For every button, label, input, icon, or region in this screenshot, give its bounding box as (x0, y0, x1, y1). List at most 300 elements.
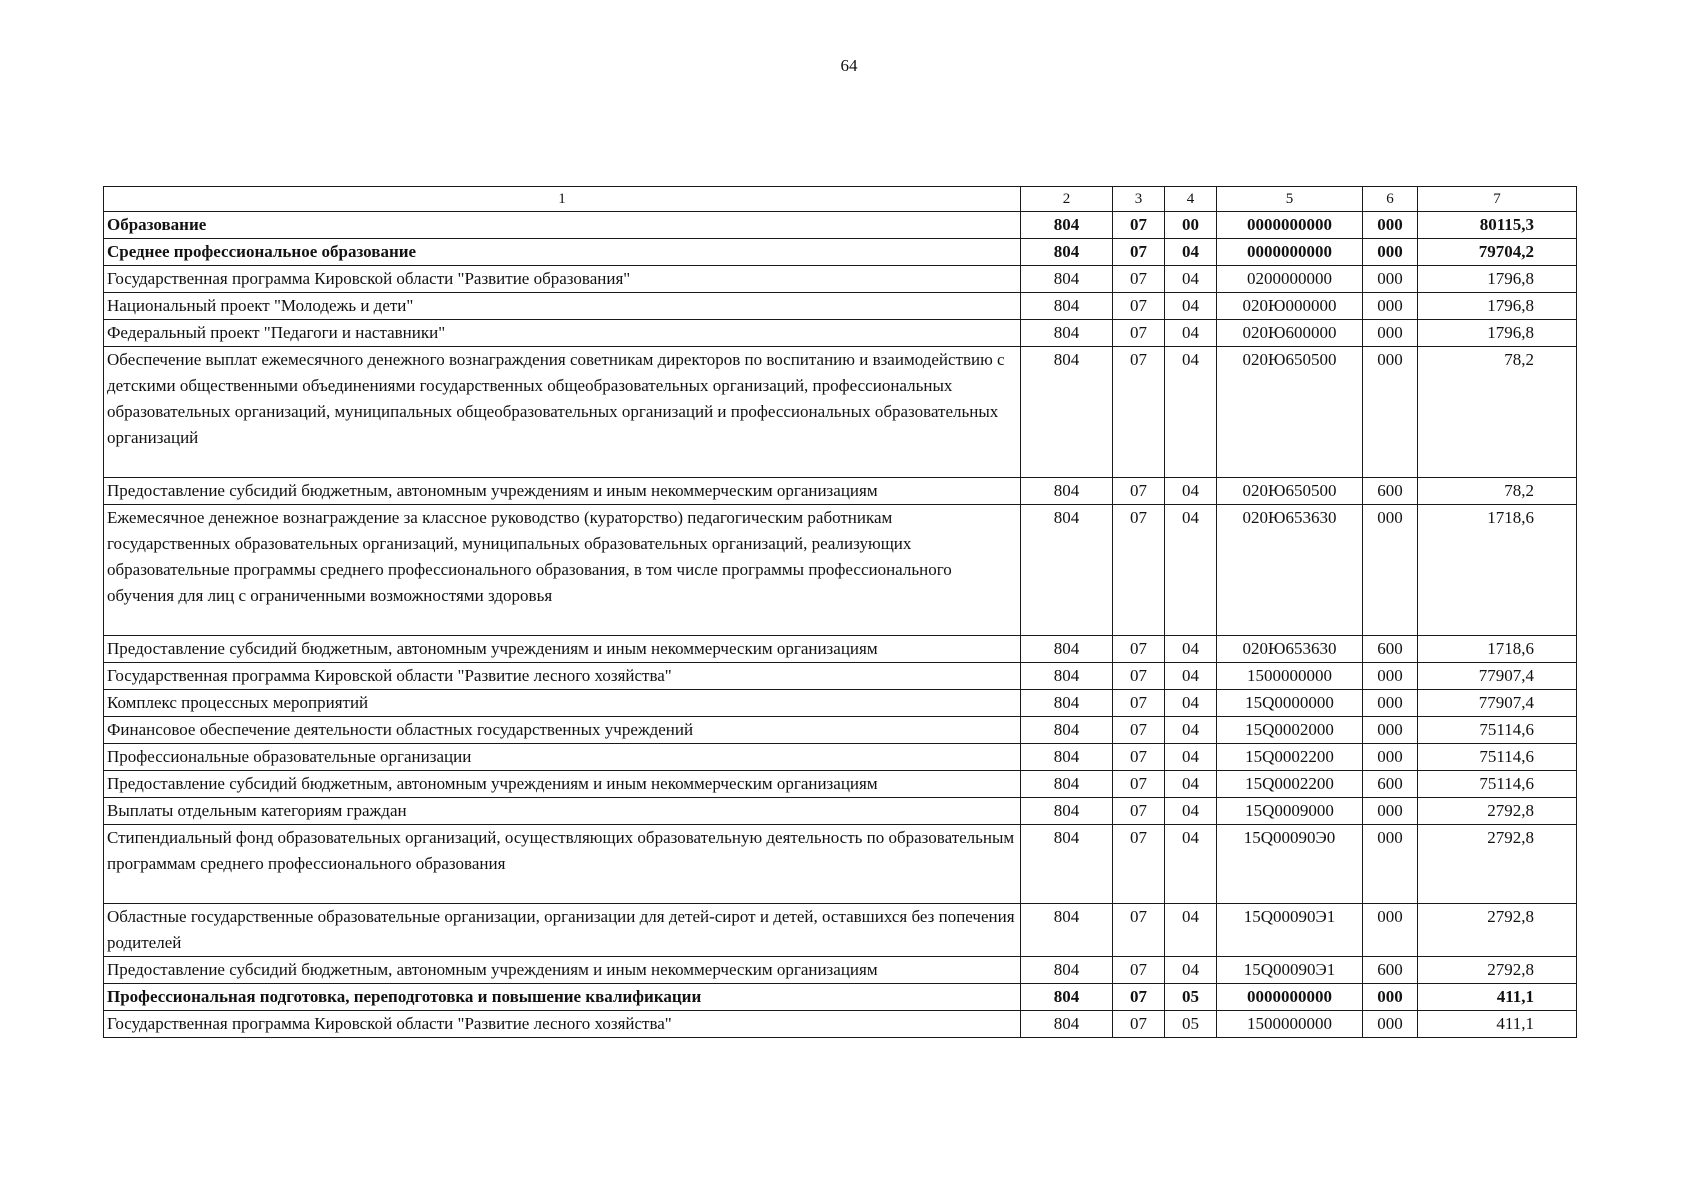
row-code-4 (1165, 212, 1217, 239)
row-code-2-text: 804 (1053, 747, 1080, 766)
row-code-5 (1217, 293, 1363, 320)
row-code-5-text: 020Ю653630 (1242, 639, 1337, 658)
row-name (104, 957, 1021, 984)
row-code-2 (1021, 478, 1113, 505)
row-code-6 (1363, 320, 1418, 347)
row-code-2 (1021, 505, 1113, 636)
row-code-6-text: 000 (1377, 801, 1403, 820)
row-name-text: Ежемесячное денежное вознаграждение за классное руководство (кураторство) педагогическим работникам государственных образовательных организаций, муниципальных образовательных организаций, реализующих образовательные программы среднего профессионального образования, в том числе программы профессионального обучения для лиц с ограниченными возможностями здоровья (107, 508, 952, 605)
row-spacer (107, 609, 1017, 635)
row-code-4-text: 04 (1182, 801, 1199, 820)
table-row (104, 798, 1577, 825)
row-name-text: Комплекс процессных мероприятий (107, 693, 369, 712)
row-code-4 (1165, 347, 1217, 478)
table-header-row (104, 187, 1577, 212)
row-amount-text: 2792,8 (1487, 960, 1534, 979)
row-code-5 (1217, 717, 1363, 744)
row-code-3 (1113, 505, 1165, 636)
row-name-text: Образование (107, 215, 207, 234)
row-code-5 (1217, 320, 1363, 347)
row-code-5-text: 0000000000 (1247, 215, 1332, 234)
row-code-5-text: 15Q0002200 (1245, 747, 1334, 766)
page-number: 64 (840, 56, 858, 75)
row-code-2-text: 804 (1053, 1014, 1080, 1033)
row-code-3-text: 07 (1130, 828, 1147, 847)
row-code-3 (1113, 825, 1165, 904)
row-name (104, 744, 1021, 771)
table-row (104, 744, 1577, 771)
table-row (104, 663, 1577, 690)
row-code-6-text: 000 (1377, 747, 1403, 766)
row-code-4-text: 04 (1182, 693, 1199, 712)
row-code-6 (1363, 984, 1418, 1011)
row-code-4 (1165, 690, 1217, 717)
row-code-4 (1165, 984, 1217, 1011)
row-code-6 (1363, 266, 1418, 293)
row-code-6 (1363, 212, 1418, 239)
row-name (104, 798, 1021, 825)
header-cell-1: 1 (104, 187, 1021, 212)
row-amount-text: 1718,6 (1487, 639, 1534, 658)
row-code-6-text: 000 (1377, 720, 1403, 739)
row-code-4 (1165, 320, 1217, 347)
row-code-3 (1113, 239, 1165, 266)
row-amount-text: 77907,4 (1478, 693, 1534, 712)
row-code-2 (1021, 266, 1113, 293)
row-code-2-text: 804 (1053, 639, 1080, 658)
row-code-6-text: 000 (1377, 828, 1403, 847)
row-amount-text: 75114,6 (1479, 720, 1534, 739)
row-amount (1418, 904, 1577, 957)
table-row (104, 636, 1577, 663)
row-code-2 (1021, 293, 1113, 320)
table-row (104, 1011, 1577, 1038)
row-name-text: Стипендиальный фонд образовательных организаций, осуществляющих образовательную деятельность по образовательным программам среднего профессионального образования (107, 828, 1015, 873)
row-code-2 (1021, 771, 1113, 798)
row-name (104, 293, 1021, 320)
row-amount-text: 77907,4 (1478, 666, 1534, 685)
row-name-text: Предоставление субсидий бюджетным, автономным учреждениям и иным некоммерческим организациям (107, 960, 878, 979)
row-code-3 (1113, 1011, 1165, 1038)
row-code-2 (1021, 636, 1113, 663)
row-code-5-text: 020Ю653630 (1242, 508, 1337, 527)
row-code-3-text: 07 (1130, 242, 1147, 261)
row-code-4-text: 04 (1182, 639, 1199, 658)
row-name (104, 1011, 1021, 1038)
row-code-2-text: 804 (1053, 774, 1080, 793)
row-code-6 (1363, 239, 1418, 266)
row-code-6-text: 000 (1377, 215, 1403, 234)
row-amount-text: 78,2 (1504, 350, 1534, 369)
row-amount (1418, 347, 1577, 478)
row-code-4-text: 05 (1182, 1014, 1199, 1033)
table-row (104, 478, 1577, 505)
row-name (104, 636, 1021, 663)
row-code-2 (1021, 212, 1113, 239)
row-code-6 (1363, 293, 1418, 320)
row-code-2 (1021, 717, 1113, 744)
row-code-3 (1113, 798, 1165, 825)
row-code-5-text: 15Q0002000 (1245, 720, 1334, 739)
row-code-3-text: 07 (1130, 269, 1147, 288)
header-cell-3: 3 (1113, 187, 1165, 212)
row-code-6 (1363, 717, 1418, 744)
table-row (104, 293, 1577, 320)
row-amount-text: 1718,6 (1487, 508, 1534, 527)
row-code-6-text: 000 (1377, 693, 1403, 712)
row-name-text: Предоставление субсидий бюджетным, автономным учреждениям и иным некоммерческим организациям (107, 639, 878, 658)
row-code-6 (1363, 663, 1418, 690)
row-code-6 (1363, 771, 1418, 798)
row-code-3 (1113, 293, 1165, 320)
row-code-2-text: 804 (1053, 323, 1080, 342)
row-code-5 (1217, 636, 1363, 663)
row-code-5-text: 0000000000 (1247, 242, 1332, 261)
row-code-3-text: 07 (1130, 907, 1147, 926)
header-cell-5: 5 (1217, 187, 1363, 212)
row-spacer (107, 877, 1017, 903)
row-code-4-text: 00 (1182, 215, 1199, 234)
row-amount-text: 80115,3 (1479, 215, 1534, 234)
row-code-3-text: 07 (1130, 774, 1147, 793)
row-code-3 (1113, 347, 1165, 478)
row-name (104, 505, 1021, 636)
row-name-text: Профессиональная подготовка, переподготовка и повышение квалификации (107, 987, 702, 1006)
row-amount-text: 75114,6 (1479, 774, 1534, 793)
row-name (104, 266, 1021, 293)
row-code-2-text: 804 (1053, 508, 1080, 527)
row-amount (1418, 663, 1577, 690)
row-amount (1418, 744, 1577, 771)
row-code-5-text: 1500000000 (1247, 1014, 1332, 1033)
row-amount (1418, 825, 1577, 904)
row-code-5-text: 0000000000 (1247, 987, 1332, 1006)
row-code-4 (1165, 239, 1217, 266)
row-code-4 (1165, 825, 1217, 904)
row-code-5 (1217, 904, 1363, 957)
row-amount-text: 2792,8 (1487, 907, 1534, 926)
row-name (104, 478, 1021, 505)
row-code-4-text: 04 (1182, 508, 1199, 527)
row-code-4-text: 04 (1182, 481, 1199, 500)
row-name (104, 825, 1021, 904)
table-row (104, 266, 1577, 293)
row-code-5-text: 020Ю600000 (1242, 323, 1337, 342)
row-code-4-text: 04 (1182, 242, 1199, 261)
row-code-4 (1165, 771, 1217, 798)
row-code-3-text: 07 (1130, 720, 1147, 739)
row-code-3 (1113, 212, 1165, 239)
table-row (104, 212, 1577, 239)
row-code-3-text: 07 (1130, 666, 1147, 685)
row-name (104, 984, 1021, 1011)
row-code-3 (1113, 266, 1165, 293)
row-code-2 (1021, 957, 1113, 984)
row-code-6-text: 000 (1377, 296, 1403, 315)
row-code-5-text: 1500000000 (1247, 666, 1332, 685)
row-code-5 (1217, 505, 1363, 636)
row-amount-text: 1796,8 (1487, 296, 1534, 315)
table-row (104, 984, 1577, 1011)
row-code-2-text: 804 (1053, 828, 1080, 847)
row-code-6 (1363, 744, 1418, 771)
row-code-6 (1363, 825, 1418, 904)
row-code-2-text: 804 (1053, 666, 1080, 685)
row-code-4 (1165, 744, 1217, 771)
row-code-3-text: 07 (1130, 323, 1147, 342)
row-name (104, 663, 1021, 690)
row-spacer (107, 451, 1017, 477)
row-code-5 (1217, 663, 1363, 690)
row-code-6 (1363, 957, 1418, 984)
table-row (104, 690, 1577, 717)
row-code-4 (1165, 1011, 1217, 1038)
row-code-5-text: 15Q00090Э1 (1243, 960, 1336, 979)
row-name (104, 771, 1021, 798)
row-amount (1418, 771, 1577, 798)
table-row (104, 825, 1577, 904)
row-code-2-text: 804 (1053, 215, 1080, 234)
table-row (104, 239, 1577, 266)
row-code-2 (1021, 904, 1113, 957)
row-code-3-text: 07 (1130, 693, 1147, 712)
row-code-6 (1363, 690, 1418, 717)
row-name (104, 320, 1021, 347)
row-code-4-text: 04 (1182, 828, 1199, 847)
row-name (104, 239, 1021, 266)
row-code-2 (1021, 347, 1113, 478)
row-code-6-text: 000 (1377, 508, 1403, 527)
row-code-2-text: 804 (1053, 350, 1080, 369)
row-amount (1418, 478, 1577, 505)
row-name-text: Выплаты отдельным категориям граждан (107, 801, 407, 820)
row-code-6-text: 600 (1377, 774, 1403, 793)
row-name (104, 347, 1021, 478)
row-code-2 (1021, 239, 1113, 266)
row-code-5-text: 15Q00090Э0 (1243, 828, 1336, 847)
row-code-6 (1363, 347, 1418, 478)
row-code-6-text: 000 (1377, 242, 1403, 261)
row-amount-text: 1796,8 (1487, 323, 1534, 342)
row-amount (1418, 690, 1577, 717)
row-code-4 (1165, 717, 1217, 744)
row-code-5 (1217, 825, 1363, 904)
row-code-6 (1363, 1011, 1418, 1038)
row-code-5 (1217, 690, 1363, 717)
row-code-4 (1165, 505, 1217, 636)
row-code-2-text: 804 (1053, 720, 1080, 739)
row-name (104, 690, 1021, 717)
row-name-text: Национальный проект "Молодежь и дети" (107, 296, 414, 315)
row-code-4 (1165, 636, 1217, 663)
row-code-5-text: 15Q00090Э1 (1243, 907, 1336, 926)
row-amount (1418, 320, 1577, 347)
row-code-3-text: 07 (1130, 296, 1147, 315)
table-row (104, 957, 1577, 984)
row-code-5 (1217, 212, 1363, 239)
row-code-6-text: 600 (1377, 639, 1403, 658)
row-amount (1418, 798, 1577, 825)
table-row (104, 717, 1577, 744)
row-amount (1418, 239, 1577, 266)
row-name-text: Государственная программа Кировской области "Развитие образования" (107, 269, 631, 288)
row-code-3 (1113, 690, 1165, 717)
table-row (104, 771, 1577, 798)
row-code-2-text: 804 (1053, 693, 1080, 712)
row-code-3 (1113, 904, 1165, 957)
row-code-5 (1217, 744, 1363, 771)
row-code-5 (1217, 478, 1363, 505)
row-code-3-text: 07 (1130, 747, 1147, 766)
row-code-6-text: 000 (1377, 987, 1403, 1006)
row-code-3-text: 07 (1130, 481, 1147, 500)
row-amount-text: 411,1 (1496, 987, 1534, 1006)
row-code-5 (1217, 266, 1363, 293)
row-code-3-text: 07 (1130, 987, 1147, 1006)
row-name-text: Профессиональные образовательные организации (107, 747, 472, 766)
row-amount (1418, 1011, 1577, 1038)
row-name-text: Государственная программа Кировской области "Развитие лесного хозяйства" (107, 666, 672, 685)
row-code-5-text: 15Q0002200 (1245, 774, 1334, 793)
row-code-2-text: 804 (1053, 960, 1080, 979)
row-code-3-text: 07 (1130, 960, 1147, 979)
row-amount-text: 75114,6 (1479, 747, 1534, 766)
row-amount (1418, 212, 1577, 239)
header-cell-4: 4 (1165, 187, 1217, 212)
row-amount (1418, 266, 1577, 293)
row-code-3 (1113, 663, 1165, 690)
row-code-4 (1165, 663, 1217, 690)
row-code-3-text: 07 (1130, 639, 1147, 658)
row-code-5 (1217, 771, 1363, 798)
row-amount-text: 2792,8 (1487, 828, 1534, 847)
row-name (104, 904, 1021, 957)
row-code-6-text: 600 (1377, 960, 1403, 979)
row-amount-text: 1796,8 (1487, 269, 1534, 288)
row-name-text: Государственная программа Кировской области "Развитие лесного хозяйства" (107, 1014, 672, 1033)
row-code-4-text: 04 (1182, 960, 1199, 979)
row-code-5 (1217, 1011, 1363, 1038)
row-code-4-text: 04 (1182, 720, 1199, 739)
row-amount (1418, 636, 1577, 663)
row-code-4-text: 04 (1182, 350, 1199, 369)
header-cell-2: 2 (1021, 187, 1113, 212)
row-code-3-text: 07 (1130, 1014, 1147, 1033)
row-code-4-text: 04 (1182, 747, 1199, 766)
row-code-3-text: 07 (1130, 801, 1147, 820)
row-code-6-text: 000 (1377, 350, 1403, 369)
row-code-2-text: 804 (1053, 242, 1080, 261)
row-code-5-text: 0200000000 (1247, 269, 1332, 288)
row-code-4 (1165, 957, 1217, 984)
row-code-5-text: 15Q0009000 (1245, 801, 1334, 820)
row-name-text: Предоставление субсидий бюджетным, автономным учреждениям и иным некоммерческим организациям (107, 774, 878, 793)
row-name-text: Обеспечение выплат ежемесячного денежного вознаграждения советникам директоров по воспитанию и взаимодействию с детскими общественными объединениями государственных общеобразовательных организаций, профессиональных образовательных организаций, муниципальных общеобразовательных организаций и профессиональных образовательных организаций (107, 350, 1005, 447)
row-amount (1418, 717, 1577, 744)
row-code-3 (1113, 636, 1165, 663)
row-code-6-text: 000 (1377, 907, 1403, 926)
row-amount (1418, 505, 1577, 636)
budget-table (103, 186, 1577, 1038)
row-code-5-text: 020Ю000000 (1242, 296, 1337, 315)
row-code-4-text: 04 (1182, 296, 1199, 315)
row-code-4-text: 05 (1182, 987, 1199, 1006)
row-code-2-text: 804 (1053, 907, 1080, 926)
row-code-5 (1217, 957, 1363, 984)
row-code-4-text: 04 (1182, 907, 1199, 926)
row-code-6-text: 000 (1377, 269, 1403, 288)
row-name-text: Федеральный проект "Педагоги и наставники" (107, 323, 446, 342)
row-code-2 (1021, 984, 1113, 1011)
row-code-6-text: 000 (1377, 666, 1403, 685)
row-code-2-text: 804 (1053, 296, 1080, 315)
row-code-2 (1021, 1011, 1113, 1038)
row-code-6-text: 000 (1377, 1014, 1403, 1033)
row-code-2 (1021, 690, 1113, 717)
row-amount-text: 411,1 (1496, 1014, 1534, 1033)
row-code-5-text: 020Ю650500 (1242, 481, 1337, 500)
row-code-6 (1363, 798, 1418, 825)
row-code-5-text: 15Q0000000 (1245, 693, 1334, 712)
row-code-6 (1363, 904, 1418, 957)
row-name-text: Финансовое обеспечение деятельности областных государственных учреждений (107, 720, 694, 739)
row-code-4-text: 04 (1182, 323, 1199, 342)
row-code-3 (1113, 957, 1165, 984)
row-code-5 (1217, 984, 1363, 1011)
row-name-text: Предоставление субсидий бюджетным, автономным учреждениям и иным некоммерческим организациям (107, 481, 878, 500)
row-code-4 (1165, 798, 1217, 825)
row-code-6 (1363, 636, 1418, 663)
row-code-2 (1021, 825, 1113, 904)
row-code-2 (1021, 663, 1113, 690)
row-code-3 (1113, 984, 1165, 1011)
row-code-3 (1113, 320, 1165, 347)
table-row (104, 347, 1577, 478)
row-code-6-text: 000 (1377, 323, 1403, 342)
row-code-4 (1165, 293, 1217, 320)
row-code-2 (1021, 320, 1113, 347)
row-code-3-text: 07 (1130, 350, 1147, 369)
row-code-6-text: 600 (1377, 481, 1403, 500)
header-cell-6: 6 (1363, 187, 1418, 212)
table-row (104, 904, 1577, 957)
row-code-2-text: 804 (1053, 801, 1080, 820)
row-code-3 (1113, 771, 1165, 798)
row-name (104, 212, 1021, 239)
row-code-3 (1113, 744, 1165, 771)
table-row (104, 505, 1577, 636)
row-amount-text: 78,2 (1504, 481, 1534, 500)
table-row (104, 320, 1577, 347)
row-name-text: Областные государственные образовательные организации, организации для детей-сирот и детей, оставшихся без попечения родителей (107, 907, 1015, 952)
row-code-3-text: 07 (1130, 508, 1147, 527)
row-code-4-text: 04 (1182, 774, 1199, 793)
row-amount (1418, 957, 1577, 984)
header-cell-7: 7 (1418, 187, 1577, 212)
row-amount (1418, 293, 1577, 320)
row-code-5 (1217, 347, 1363, 478)
row-code-4 (1165, 904, 1217, 957)
row-name (104, 717, 1021, 744)
row-code-4 (1165, 478, 1217, 505)
row-code-6 (1363, 478, 1418, 505)
row-code-3-text: 07 (1130, 215, 1147, 234)
row-code-2 (1021, 744, 1113, 771)
row-code-5-text: 020Ю650500 (1242, 350, 1337, 369)
row-code-3 (1113, 478, 1165, 505)
row-code-2-text: 804 (1053, 481, 1080, 500)
row-code-2-text: 804 (1053, 269, 1080, 288)
